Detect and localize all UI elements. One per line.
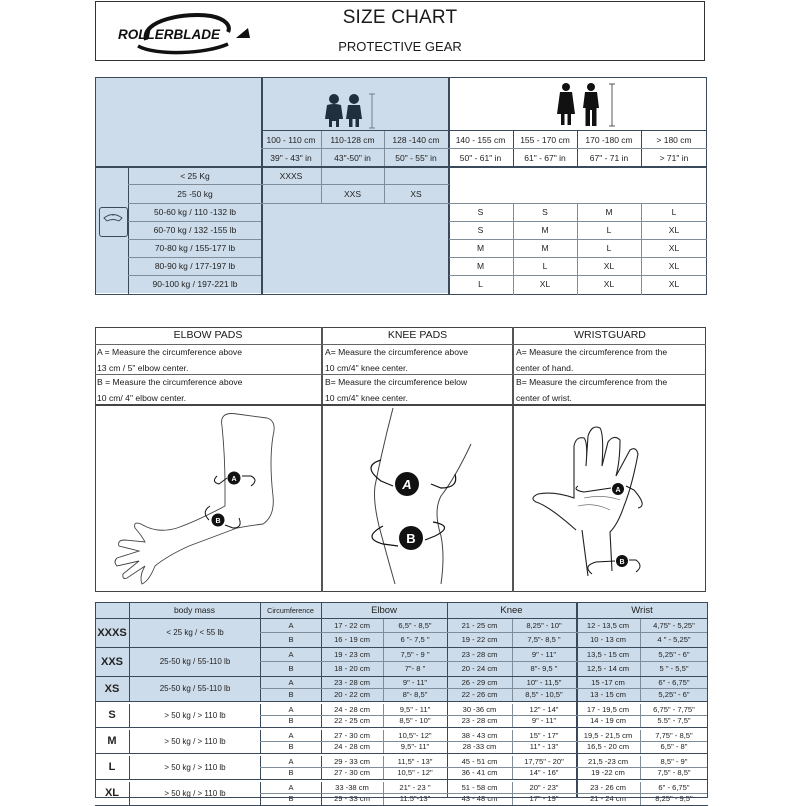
circumference-a: A (288, 650, 294, 659)
instruction-b-line2: 10 cm/ 4" elbow center. (97, 393, 187, 403)
body-mass-value: > 50 kg / > 110 lb (164, 788, 226, 798)
circumference-a: A (288, 678, 294, 687)
circumference-a: A (288, 731, 294, 740)
weight-row-label: 60-70 kg / 132 -155 lb (153, 225, 237, 235)
instruction-b-line1: B= Measure the circumference from the (516, 377, 668, 387)
height-in-header: 43"-50" in (334, 152, 371, 163)
wrist-cm-value: 12 - 13,5 cm (586, 621, 630, 630)
size-cell: M (476, 261, 485, 271)
wrist-in-value: 8,25" - 9,5" (655, 794, 693, 803)
knee-in-value: 11" - 13" (529, 742, 559, 751)
elbow-cm-value: 16 - 19 cm (334, 634, 370, 644)
size-cell: XXS (343, 189, 361, 199)
circumference-a: A (288, 705, 294, 714)
body-mass-value: > 50 kg / > 110 lb (164, 710, 226, 720)
elbow-cm-value: 24 - 28 cm (334, 705, 370, 714)
knee-in-value: 9" - 11" (531, 650, 557, 659)
knee-cm-value: 20 - 24 cm (461, 663, 498, 673)
circumference-b: B (288, 634, 294, 644)
wrist-in-value: 7,5" - 8,5" (657, 768, 691, 777)
elbow-in-value: 8"- 8,5" (402, 689, 428, 699)
svg-text:A: A (615, 487, 621, 494)
size-cell: XS (410, 189, 422, 199)
size-cell: S (477, 207, 484, 217)
circumference-a: A (288, 621, 294, 630)
instruction-a-line2: center of hand. (516, 363, 574, 373)
knee-cm-value: 23 - 28 cm (461, 650, 498, 659)
knee-cm-value: 21 - 25 cm (461, 621, 498, 630)
wrist-in-value: 7,75" - 8,5" (655, 731, 693, 740)
knee-cm-value: 45 - 51 cm (461, 757, 498, 766)
wrist-cm-value: 10 - 13 cm (590, 634, 626, 644)
wrist-cm-value: 13,5 - 15 cm (586, 650, 630, 659)
wrist-cm-value: 21,5 -23 cm (587, 757, 629, 766)
size-label: XXXS (97, 626, 127, 639)
size-cell: XXXS (279, 171, 303, 181)
body-mass-header: body mass (173, 605, 216, 615)
circumference-b: B (288, 768, 294, 777)
elbow-cm-value: 22 - 25 cm (334, 716, 370, 725)
height-in-header: 61" - 67" in (524, 152, 566, 163)
elbow-cm-value: 24 - 28 cm (334, 742, 370, 751)
instruction-a-line1: A= Measure the circumference above (325, 347, 469, 357)
wrist-in-value: 5,25" - 6" (658, 689, 690, 699)
elbow-cm-value: 33 -38 cm (335, 783, 369, 792)
hand-diagram (514, 406, 704, 590)
instruction-title: KNEE PADS (387, 329, 448, 341)
header-banner (95, 1, 705, 61)
elbow-in-value: 9" - 11" (402, 678, 428, 687)
circumference-b: B (288, 663, 294, 673)
wrist-cm-value: 15 -17 cm (591, 678, 625, 687)
svg-text:B: B (215, 518, 221, 525)
weight-scale-icon (99, 207, 128, 237)
instruction-b-line1: B= Measure the circumference below (325, 377, 468, 387)
elbow-in-value: 6,5" - 8,5" (398, 621, 432, 630)
wrist-in-value: 4,75" - 5,25" (653, 621, 695, 630)
knee-in-value: 14" - 16" (529, 768, 559, 777)
instruction-title: ELBOW PADS (173, 329, 243, 341)
size-cell: L (671, 207, 677, 217)
size-label: S (108, 709, 116, 721)
size-cell: S (477, 225, 484, 235)
elbow-in-value: 6 "- 7,5 " (400, 634, 430, 644)
circumference-b: B (288, 794, 294, 803)
kids-height-icon (320, 91, 380, 131)
elbow-in-value: 11.5"-13" (399, 794, 431, 803)
instruction-b-line2: center of wrist. (516, 393, 572, 403)
knee-cm-value: 38 - 43 cm (461, 731, 498, 740)
size-cell: M (605, 207, 613, 217)
wrist-cm-value: 16,5 - 20 cm (586, 742, 630, 751)
wrist-cm-value: 23 - 26 cm (590, 783, 626, 792)
height-cm-header: 140 - 155 cm (455, 134, 506, 145)
size-cell: L (606, 243, 612, 253)
elbow-in-value: 9,5"- 11" (400, 742, 430, 751)
knee-header: Knee (500, 604, 523, 616)
adults-height-icon (550, 82, 622, 128)
circumference-a: A (288, 783, 294, 792)
protective-gear-size-table (95, 602, 708, 803)
elbow-in-value: 10,5" - 12" (397, 768, 433, 777)
knee-in-value: 7,5"- 8,5 " (527, 634, 561, 644)
elbow-cm-value: 29 - 33 cm (334, 794, 370, 803)
instruction-b-line2: 10 cm/4" knee center. (325, 393, 408, 403)
elbow-cm-value: 29 - 33 cm (334, 757, 370, 766)
knee-cm-value: 23 - 28 cm (461, 716, 498, 725)
weight-row-label: 70-80 kg / 155-177 lb (154, 243, 236, 253)
body-mass-value: > 50 kg / > 110 lb (164, 762, 226, 772)
wrist-cm-value: 13 - 15 cm (590, 689, 626, 699)
weight-row-label: 25 -50 kg (177, 189, 213, 199)
size-cell: M (541, 243, 549, 253)
wrist-header: Wrist (631, 604, 653, 616)
elbow-in-value: 9,5" - 11" (399, 705, 431, 714)
elbow-in-value: 21" - 23 " (399, 783, 431, 792)
elbow-in-value: 10,5"- 12" (398, 731, 432, 740)
height-cm-header: 110-128 cm (330, 134, 375, 145)
height-in-header: 50" - 61" in (459, 152, 502, 163)
circumference-a: A (288, 757, 294, 766)
knee-cm-value: 19 - 22 cm (461, 634, 498, 644)
elbow-in-value: 7"- 8 " (404, 663, 426, 673)
instruction-a-line2: 13 cm / 5" elbow center. (97, 363, 189, 373)
size-cell: XL (603, 261, 615, 271)
knee-in-value: 17" - 19" (529, 794, 559, 803)
size-label: M (107, 735, 117, 747)
svg-text:A: A (231, 476, 237, 483)
instruction-a-line2: 10 cm/4" knee center. (325, 363, 408, 373)
height-in-header: 39" - 43" in (270, 152, 312, 163)
elbow-cm-value: 19 - 23 cm (334, 650, 370, 659)
knee-in-value: 20" - 23" (529, 783, 559, 792)
size-label: XS (104, 682, 120, 695)
size-cell: L (542, 261, 548, 271)
circumference-b: B (288, 689, 294, 699)
height-cm-header: > 180 cm (656, 134, 692, 145)
svg-text:B: B (406, 531, 416, 546)
knee-in-value: 17,75" - 20" (524, 757, 564, 766)
knee-in-value: 15" - 17" (529, 731, 559, 740)
page-title: SIZE CHART (342, 7, 458, 28)
height-in-header: > 71" in (659, 152, 689, 163)
wrist-cm-value: 19,5 - 21,5 cm (583, 731, 633, 740)
size-cell: M (541, 225, 549, 235)
knee-in-value: 8,25" - 10" (526, 621, 562, 630)
height-in-header: 50" - 55" in (395, 152, 437, 163)
knee-cm-value: 30 -36 cm (462, 705, 497, 714)
arm-diagram (97, 406, 320, 590)
instruction-a-line1: A = Measure the circumference above (97, 347, 242, 357)
knee-cm-value: 28 -33 cm (462, 742, 497, 751)
elbow-in-value: 8,5" - 10" (399, 716, 431, 725)
elbow-cm-value: 27 - 30 cm (334, 768, 370, 777)
size-cell: L (606, 225, 612, 235)
size-label: XL (104, 787, 120, 799)
size-cell: M (476, 243, 485, 253)
weight-row-label: 50-60 kg / 110 -132 lb (153, 207, 237, 217)
page-subtitle: PROTECTIVE GEAR (338, 39, 462, 54)
logo-wordmark: ROLLERBLADE (118, 27, 220, 42)
size-cell: XL (603, 279, 615, 289)
knee-cm-value: 43 - 48 cm (461, 794, 498, 803)
wrist-in-value: 5,25" - 6" (658, 650, 690, 659)
wrist-cm-value: 21 - 24 cm (590, 794, 626, 803)
height-in-header: 67" - 71 in (589, 152, 629, 163)
wrist-cm-value: 14 - 19 cm (590, 716, 626, 725)
instruction-title: WRISTGUARD (574, 329, 646, 341)
elbow-header: Elbow (371, 604, 397, 616)
measurement-instructions (95, 327, 706, 592)
elbow-cm-value: 20 - 22 cm (334, 689, 370, 699)
height-cm-header: 128 -140 cm (392, 134, 440, 145)
elbow-in-value: 7,5" - 9 " (400, 650, 430, 659)
knee-cm-value: 26 - 29 cm (461, 678, 498, 687)
size-cell: S (542, 207, 548, 217)
svg-text:A: A (402, 477, 412, 492)
size-label: L (108, 761, 116, 773)
elbow-cm-value: 27 - 30 cm (334, 731, 370, 740)
size-cell: XL (668, 243, 680, 253)
knee-diagram (323, 406, 511, 590)
wrist-in-value: 6" - 6,75" (658, 678, 690, 687)
weight-row-label: < 25 Kg (180, 171, 210, 181)
body-mass-value: < 25 kg / < 55 lb (166, 628, 224, 637)
circumference-b: B (288, 716, 294, 725)
size-cell: XL (539, 279, 551, 289)
knee-in-value: 10" - 11,5" (526, 678, 562, 687)
wrist-cm-value: 19 -22 cm (591, 768, 625, 777)
height-weight-size-table (95, 77, 707, 295)
knee-in-value: 12" - 14" (529, 705, 559, 714)
height-cm-header: 100 - 110 cm (266, 134, 316, 145)
elbow-in-value: 11,5" - 13" (397, 757, 433, 766)
elbow-cm-value: 23 - 28 cm (334, 678, 370, 687)
circumference-b: B (288, 742, 294, 751)
wrist-in-value: 6,75" - 7,75" (653, 705, 695, 714)
wrist-in-value: 4 " - 5,25" (657, 634, 691, 644)
elbow-cm-value: 18 - 20 cm (334, 663, 370, 673)
knee-cm-value: 51 - 58 cm (461, 783, 498, 792)
size-cell: XL (668, 279, 680, 289)
body-mass-value: 25-50 kg / 55-110 lb (159, 657, 231, 666)
circumference-header: Circumference (267, 605, 314, 615)
body-mass-value: > 50 kg / > 110 lb (164, 736, 226, 746)
size-label: XXS (100, 655, 123, 668)
wrist-in-value: 8,5" - 9" (660, 757, 688, 766)
instruction-b-line1: B = Measure the circumference above (97, 377, 243, 387)
wrist-cm-value: 12,5 - 14 cm (586, 663, 630, 673)
wrist-in-value: 6" - 6,75" (658, 783, 690, 792)
wrist-in-value: 5 " - 5,5" (659, 663, 689, 673)
wrist-in-value: 5.5" - 7,5" (657, 716, 691, 725)
height-cm-header: 155 - 170 cm (520, 134, 570, 145)
knee-in-value: 8,5" - 10,5" (525, 689, 563, 699)
height-cm-header: 170 -180 cm (585, 134, 633, 145)
weight-row-label: 90-100 kg / 197-221 lb (152, 279, 238, 289)
weight-row-label: 80-90 kg / 177-197 lb (154, 261, 236, 271)
instruction-a-line1: A= Measure the circumference from the (516, 347, 668, 357)
size-cell: XL (668, 225, 680, 235)
body-mass-value: 25-50 kg / 55-110 lb (159, 684, 231, 693)
size-cell: L (478, 279, 483, 289)
elbow-cm-value: 17 - 22 cm (334, 621, 370, 630)
knee-in-value: 9" - 11" (531, 716, 557, 725)
knee-cm-value: 36 - 41 cm (461, 768, 498, 777)
wrist-in-value: 6,5" - 8" (660, 742, 688, 751)
knee-cm-value: 22 - 26 cm (461, 689, 498, 699)
svg-text:B: B (619, 559, 625, 566)
wrist-cm-value: 17 - 19,5 cm (586, 705, 630, 714)
size-cell: XL (668, 261, 680, 271)
knee-in-value: 8"- 9,5 " (530, 663, 558, 673)
